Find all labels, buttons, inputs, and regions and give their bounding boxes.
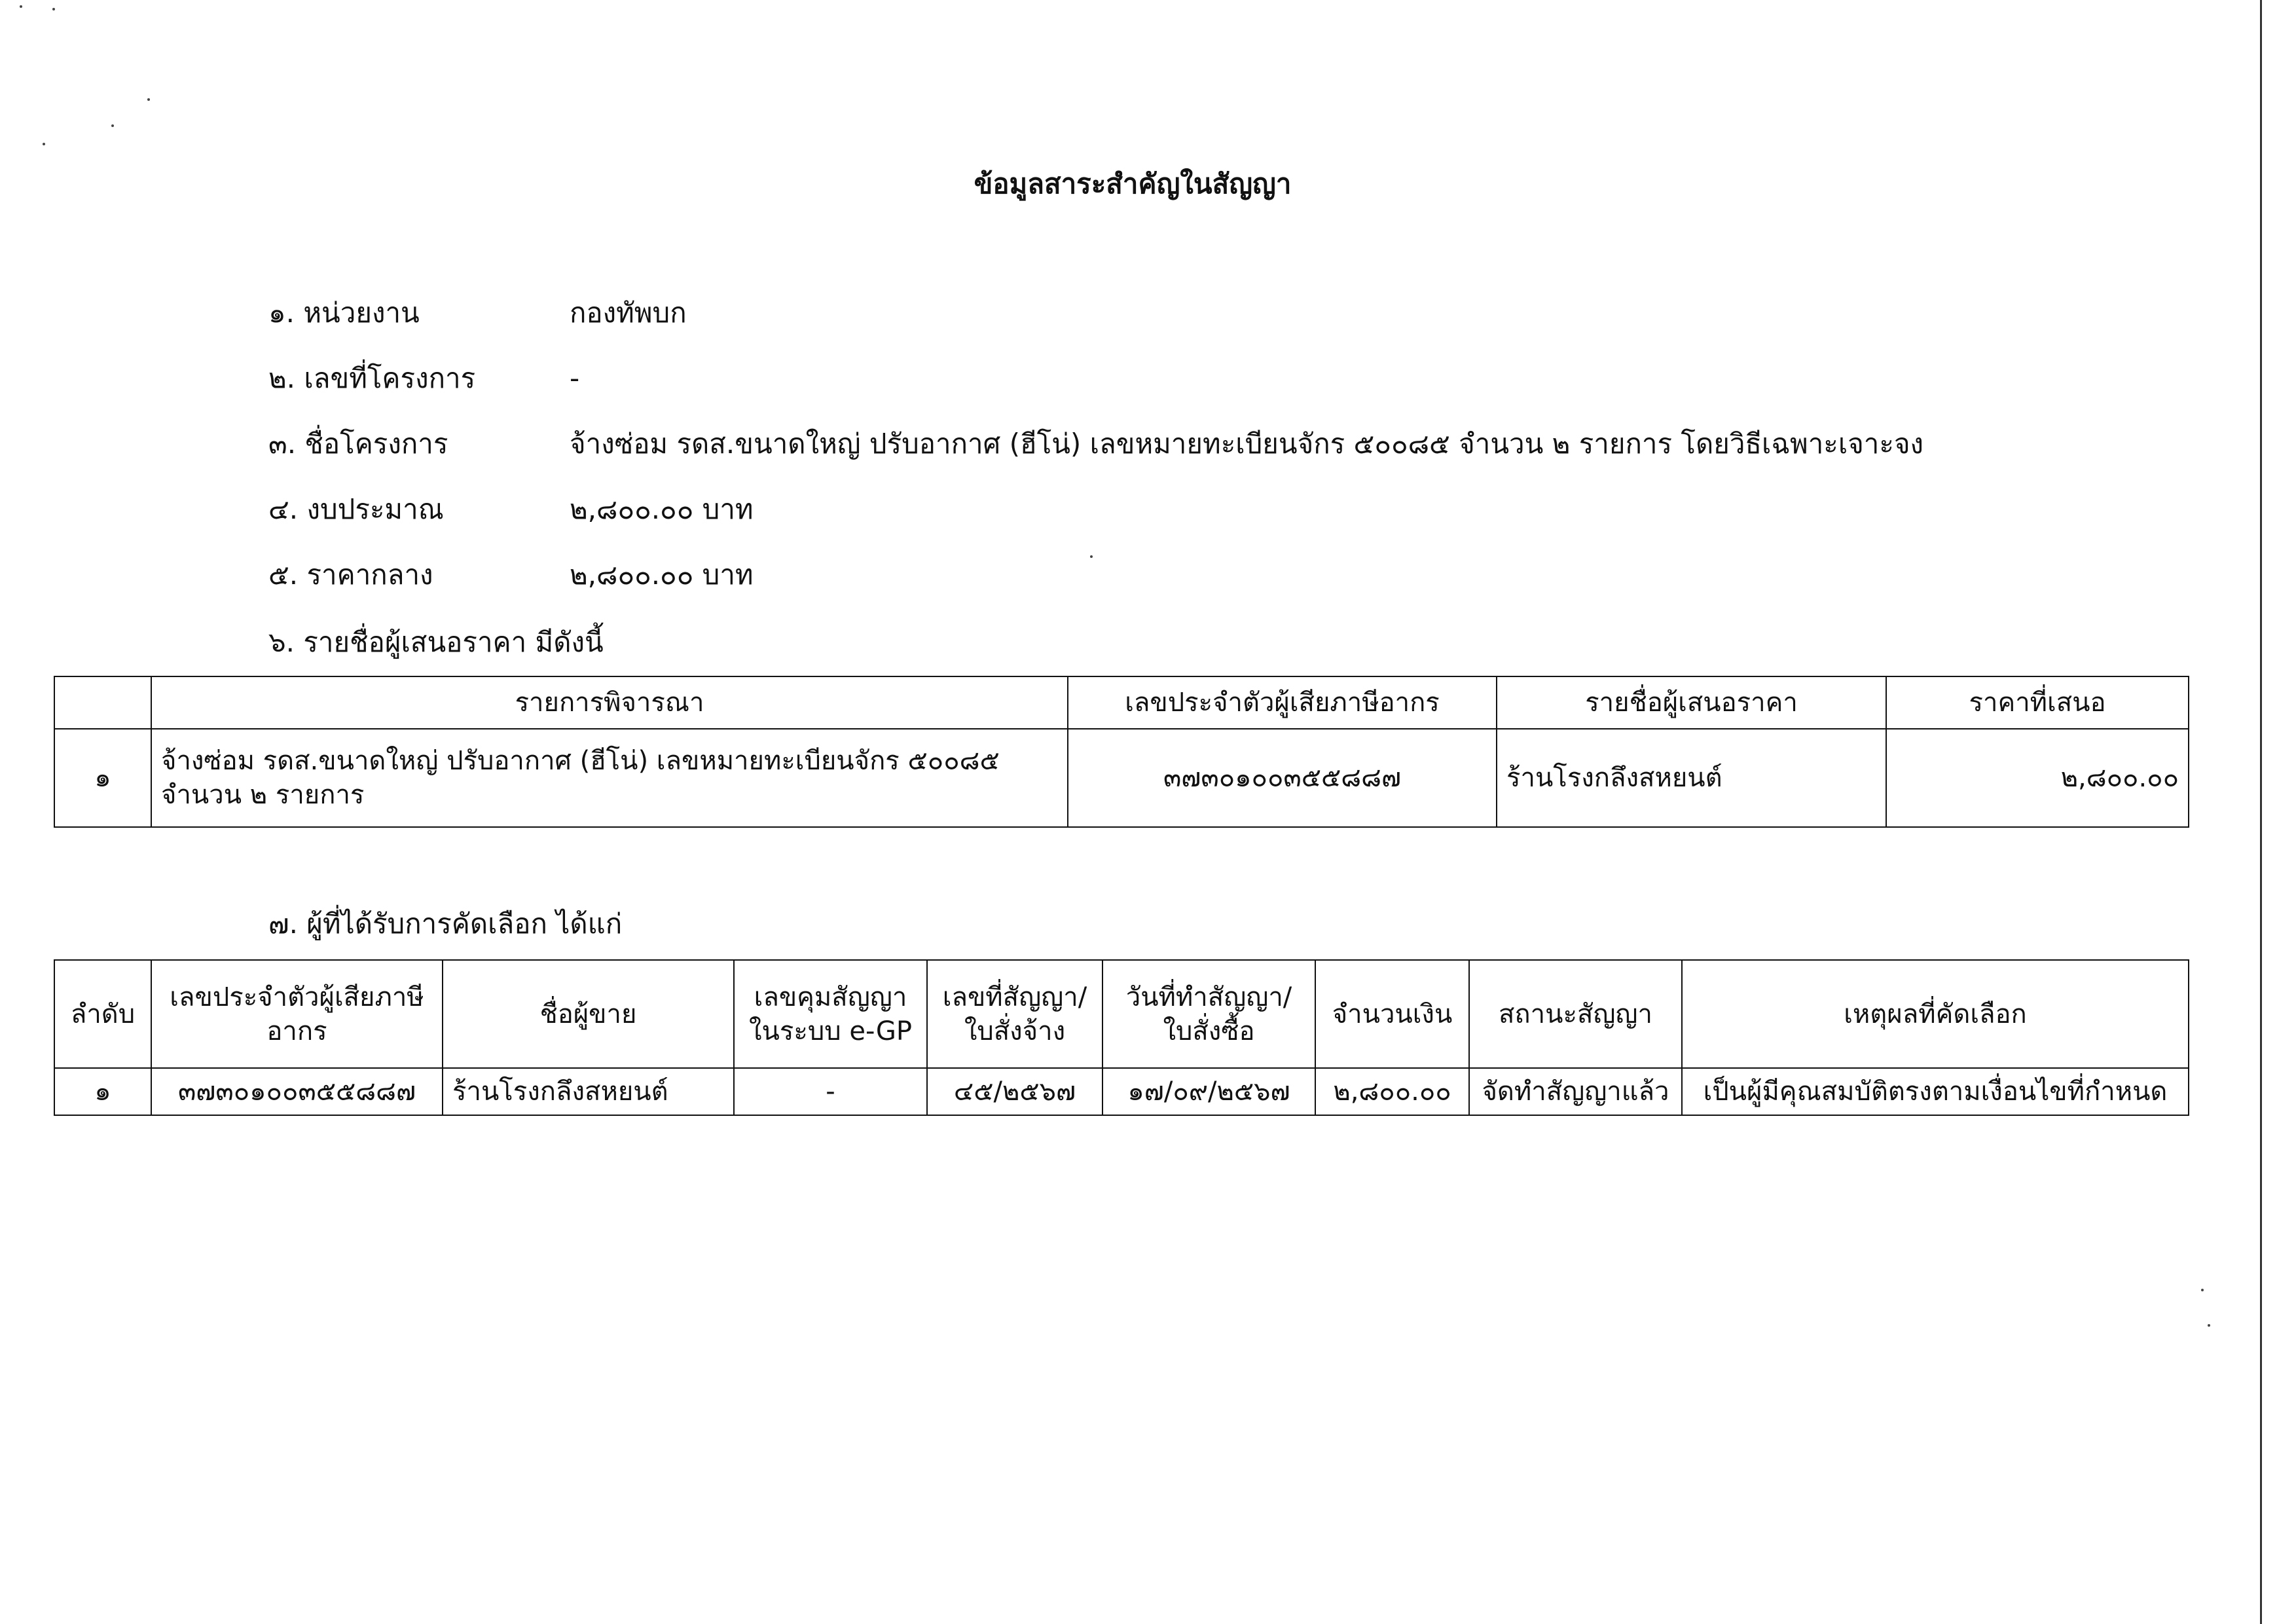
row-seller: ร้านโรงกลึงสหยนต์	[443, 1068, 734, 1115]
header-date	[1102, 960, 1315, 1068]
table-header-row	[54, 676, 2189, 729]
header-item: รายการพิจารณา	[151, 676, 1068, 729]
scan-speck	[1090, 555, 1093, 558]
info-label: ๓. ชื่อโครงการ	[268, 428, 448, 460]
scan-speck	[43, 143, 45, 145]
header-egp-line2: ในระบบ e-GP	[749, 1016, 912, 1046]
row-tax-id: ๓๗๓๐๑๐๐๓๕๕๘๘๗	[1068, 729, 1497, 827]
info-value: ๒,๘๐๐.๐๐ บาท	[570, 559, 754, 591]
bidders-table	[54, 676, 2189, 828]
row-price: ๒,๘๐๐.๐๐	[1886, 729, 2189, 827]
info-label: ๕. ราคากลาง	[268, 559, 433, 591]
scan-speck	[111, 124, 114, 127]
header-no	[54, 676, 151, 729]
row-item	[151, 729, 1068, 827]
info-value: จ้างซ่อม รดส.ขนาดใหญ่ ปรับอากาศ (ฮีโน่) เลขหมายทะเบียนจักร ๕๐๐๘๕ จำนวน ๒ รายการ โดยวิธีเฉพาะเจาะจง	[570, 428, 1924, 460]
header-egp	[734, 960, 927, 1068]
header-contract-line2: ใบสั่งจ้าง	[964, 1016, 1066, 1046]
info-row-budget	[268, 490, 754, 529]
info-row-median-price	[268, 555, 754, 595]
header-date-line1: วันที่ทำสัญญา/	[1125, 982, 1292, 1012]
info-value: -	[570, 362, 580, 394]
row-amount: ๒,๘๐๐.๐๐	[1315, 1068, 1469, 1115]
header-tax-id: เลขประจำตัวผู้เสียภาษีอากร	[1068, 676, 1497, 729]
row-bidder: ร้านโรงกลึงสหยนต์	[1497, 729, 1886, 827]
scan-speck	[2201, 1289, 2204, 1291]
table-row	[54, 729, 2189, 827]
row-no: ๑	[54, 729, 151, 827]
row-item-line1: จ้างซ่อม รดส.ขนาดใหญ่ ปรับอากาศ (ฮีโน่) เลขหมายทะเบียนจักร ๕๐๐๘๕	[161, 746, 1000, 776]
header-seller: ชื่อผู้ขาย	[443, 960, 734, 1068]
table-row	[54, 1068, 2189, 1115]
info-row-project-number	[268, 359, 579, 398]
header-amount: จำนวนเงิน	[1315, 960, 1469, 1068]
scan-edge-line	[2260, 0, 2262, 1624]
row-tax-id: ๓๗๓๐๑๐๐๓๕๕๘๘๗	[151, 1068, 443, 1115]
header-tax-id-line2: อากร	[266, 1016, 327, 1046]
header-contract-no	[927, 960, 1102, 1068]
table-header-row	[54, 960, 2189, 1068]
selected-table	[54, 959, 2189, 1116]
header-tax-id	[151, 960, 443, 1068]
row-reason: เป็นผู้มีคุณสมบัติตรงตามเงื่อนไขที่กำหนด	[1682, 1068, 2189, 1115]
info-label: ๒. เลขที่โครงการ	[268, 362, 476, 394]
section6-label: ๖. รายชื่อผู้เสนอราคา มีดังนี้	[268, 626, 604, 658]
header-date-line2: ใบสั่งซื้อ	[1163, 1016, 1255, 1046]
row-egp: -	[734, 1068, 927, 1115]
scan-speck	[52, 8, 55, 10]
header-bidder: รายชื่อผู้เสนอราคา	[1497, 676, 1886, 729]
row-contract-no: ๔๕/๒๕๖๗	[927, 1068, 1102, 1115]
row-status: จัดทำสัญญาแล้ว	[1469, 1068, 1682, 1115]
header-status: สถานะสัญญา	[1469, 960, 1682, 1068]
row-item-line2: จำนวน ๒ รายการ	[161, 780, 365, 810]
page-title: ข้อมูลสาระสำคัญในสัญญา	[974, 168, 1292, 200]
scan-speck	[2208, 1324, 2210, 1327]
scan-speck	[147, 98, 150, 101]
header-no: ลำดับ	[54, 960, 151, 1068]
row-date: ๑๗/๐๙/๒๕๖๗	[1102, 1068, 1315, 1115]
info-row-project-name	[268, 424, 1923, 464]
scan-speck	[20, 5, 22, 8]
info-label: ๑. หน่วยงาน	[268, 297, 420, 329]
row-no: ๑	[54, 1068, 151, 1115]
info-label: ๔. งบประมาณ	[268, 493, 444, 525]
info-value: กองทัพบก	[570, 297, 687, 329]
header-tax-id-line1: เลขประจำตัวผู้เสียภาษี	[170, 982, 424, 1012]
header-egp-line1: เลขคุมสัญญา	[754, 982, 907, 1012]
info-row-agency	[268, 293, 687, 333]
header-reason: เหตุผลที่คัดเลือก	[1682, 960, 2189, 1068]
section7-label: ๗. ผู้ที่ได้รับการคัดเลือก ได้แก่	[268, 908, 623, 940]
header-contract-line1: เลขที่สัญญา/	[942, 982, 1087, 1012]
header-price: ราคาที่เสนอ	[1886, 676, 2189, 729]
info-value: ๒,๘๐๐.๐๐ บาท	[570, 493, 754, 525]
